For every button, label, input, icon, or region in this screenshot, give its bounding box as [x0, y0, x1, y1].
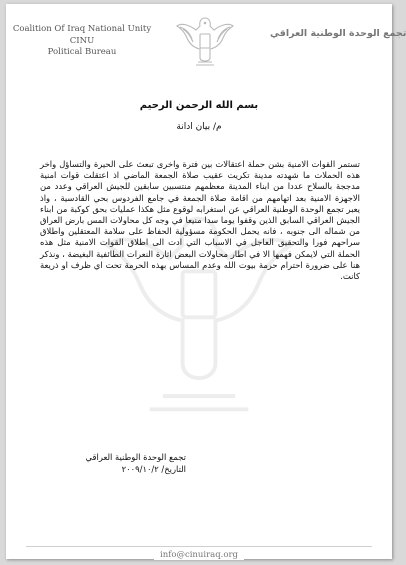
letter-date: التاريخ/ ٢٠٠٩/١٠/٢ — [121, 464, 186, 474]
letter-page — [6, 4, 406, 560]
signature-org: تجمع الوحدة الوطنية العراقي — [85, 452, 186, 462]
org-name-english — [6, 24, 158, 59]
org-name-arabic: تجمع الوحدة الوطنية العراقي — [270, 28, 406, 39]
org-en-line3: Political Bureau — [47, 47, 117, 57]
basmala-heading: بسم الله الرحمن الرحيم — [139, 100, 259, 111]
footer-email: info@cinuiraq.org — [154, 550, 244, 560]
signature-block — [46, 451, 186, 475]
footer — [6, 542, 392, 561]
eagle-emblem-logo — [174, 10, 236, 70]
org-en-line1: Coalition Of Iraq National Unity — [12, 24, 152, 34]
org-en-line2: CINU — [69, 35, 95, 46]
letter-subject: م/ بيان ادانة — [176, 122, 222, 132]
letter-body: تستمر القوات الامنية بشن حملة اعتقالات بين فترة واخرى تبعث على الحيرة والتساؤل واخر هذه الحملات ما شهدته مدينة تكريت عقيب صلاة الجمعة الماضي اذ اعتقلت قوات امنية مدججة بالسلاح عددا من ابناء المدينة معظمهم منتسبين سابقين للجيش العراقي وعدد من الاجهزة الامنية بعد اتهامهم من اقامة صلاة الجمعة في جامع الفردوس بحي القادسية ، واذ يعبر تجمع الوحدة الوطنية العراقي عن استغرابه لوقوع مثل هكذا عمليات بحق كوكبة من ابناء الجيش العراقي السابق الذين وقفوا يوما سدا منيعا في وجه كل محاولات المس بارض العراق من شماله الى جنوبه ، فانه يحمل الحكومة مسؤولية الحفاظ على سلامة المعتقلين واطلاق سراحهم فورا والتحقيق العاجل في الاسباب التي ادت الى اطلاق القوات الامنية مثل هذه الحملة التي لايمكن فهمها الا في اطار محاولات البعض اثارة النعرات الطائفية البغيضة ، ونذكر هنا على ضرورة احترام حرمة بيوت الله وعدم المساس بهذه الحرمة تحت اي ظرف او ذريعة كانت. — [40, 159, 360, 282]
